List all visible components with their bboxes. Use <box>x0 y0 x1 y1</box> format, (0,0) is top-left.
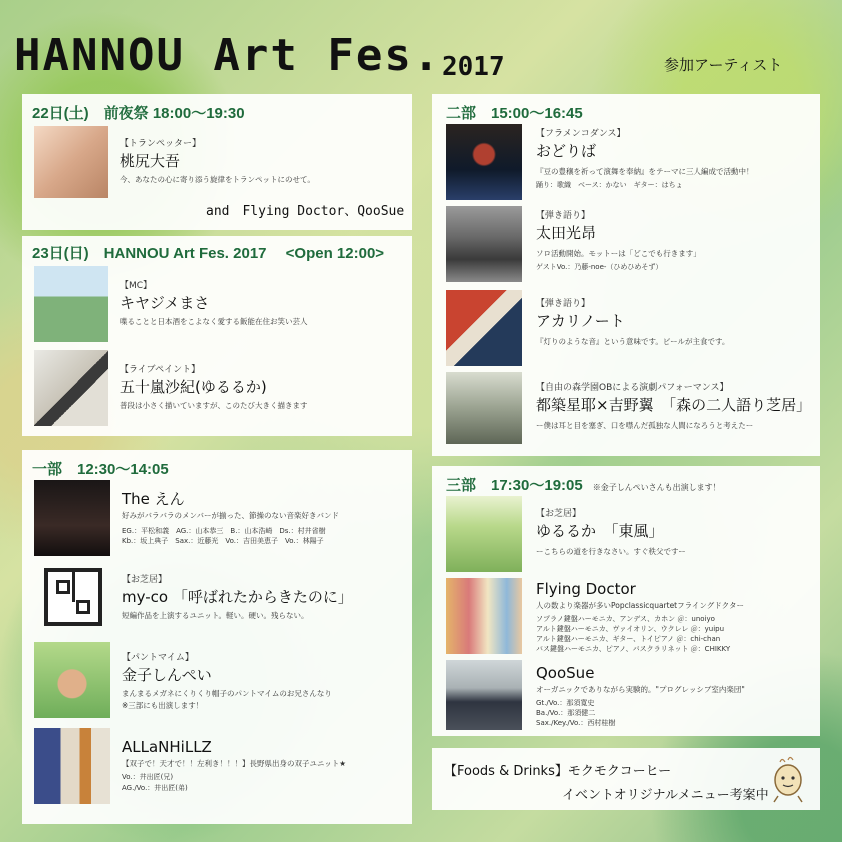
yururuka-role: 【お芝居】 <box>536 509 582 519</box>
the-en-photo <box>34 480 110 556</box>
part2-heading: 二部 15:00〜16:45 <box>446 105 583 122</box>
yururuka-name: ゆるるか 「東風」 <box>536 522 664 540</box>
day23-mc-name: キヤジメまさ <box>120 294 210 312</box>
ota-photo <box>446 206 522 282</box>
odoriba-members: 踊り：歌織 ベース：かない ギター：はちょ <box>536 181 683 189</box>
qoosue-name: QooSue <box>536 664 595 682</box>
day23-paint-name: 五十嵐沙紀(ゆるるか) <box>120 378 267 396</box>
akari-role: 【弾き語り】 <box>536 299 591 309</box>
foods-line-1: 【Foods & Drinks】モクモクコーヒー <box>444 764 672 779</box>
myco-desc: 短編作品を上演するユニット。軽い。硬い。残らない。 <box>122 611 309 620</box>
kaneko-note: ※三部にも出演します！ <box>122 701 204 710</box>
day22-heading: 22日(土) 前夜祭 18:00〜19:30 <box>32 105 245 122</box>
part3-panel <box>432 466 820 736</box>
day23-panel <box>22 236 412 436</box>
myco-logo <box>44 568 102 626</box>
part2-panel <box>432 94 820 456</box>
coffee-mascot-icon <box>766 754 810 804</box>
day23-heading: 23日(日) HANNOU Art Fes. 2017 <Open 12:00> <box>32 245 385 262</box>
akari-photo <box>446 290 522 366</box>
ota-guest: ゲストVo.：乃藤-noe-（ひめひめそず） <box>536 263 663 271</box>
ota-role: 【弾き語り】 <box>536 211 591 221</box>
part3-heading-text: 三部 17:30〜19:05 <box>446 477 583 494</box>
kaneko-photo <box>34 642 110 718</box>
flying-doctor-member-2: アルト鍵盤ハーモニカ、ヴァイオリン、ウクレレ ＠：yuipu <box>536 625 725 633</box>
festival-year: 2017 <box>442 52 505 82</box>
flying-doctor-photo <box>446 578 522 654</box>
part3-heading <box>446 474 721 495</box>
part1-panel <box>22 450 412 824</box>
the-en-desc: 好みがバラバラのメンバーが揃った、節操のない音楽好きバンド <box>122 511 339 520</box>
flying-doctor-member-4: バス鍵盤ハーモニカ、ピアノ、バスクラリネット ＠：CHIKKY <box>536 645 731 653</box>
mc-photo <box>34 266 108 342</box>
the-en-name: The えん <box>122 490 185 508</box>
day22-name: 桃尻大吾 <box>120 152 181 170</box>
part1-heading: 一部 12:30〜14:05 <box>32 461 169 478</box>
kaneko-name: 金子しんぺい <box>122 666 212 684</box>
akari-desc: 『灯りのような音』という意味です。ビールが主食です。 <box>536 337 730 346</box>
artists-label: 参加アーティスト <box>664 56 783 74</box>
allanhillz-photo <box>34 728 110 804</box>
flying-doctor-name: Flying Doctor <box>536 580 636 598</box>
day23-paint-role: 【ライブペイント】 <box>120 365 201 375</box>
yururuka-desc: ーこちらの道を行きなさい。すぐ秩父ですー <box>536 547 686 556</box>
tsuzuki-role: 【自由の森学園OBによる演劇パフォーマンス】 <box>536 383 729 393</box>
day23-mc-desc: 喋ることと日本酒をこよなく愛する飯能在住お笑い芸人 <box>120 317 308 326</box>
livepaint-photo <box>34 350 108 426</box>
akari-name: アカリノート <box>536 312 625 330</box>
the-en-members-1: EG.：平松和義 AG.：山本恭三 B.：山本浩崎 Ds.：村井省樹 <box>122 527 326 535</box>
qoosue-desc: オーガニックでありながら実験的。"プログレッシブ室内楽団" <box>536 685 745 694</box>
day23-mc-role: 【MC】 <box>120 281 153 291</box>
day22-role: 【トランペッター】 <box>120 139 202 149</box>
day22-and-line: and Flying Doctor、QooSue <box>206 204 405 219</box>
odoriba-name: おどりば <box>536 142 597 160</box>
flying-doctor-desc: 人の数より楽器が多いPopclassicquartetフライングドクター <box>536 601 744 610</box>
tsuzuki-desc: ー僕は耳と目を塞ぎ、口を噤んだ孤独な人間になろうと考えたー <box>536 421 754 430</box>
odoriba-role: 【フラメンコダンス】 <box>536 129 626 139</box>
allanhillz-member-1: Vo.：井出匠(兄) <box>122 773 174 781</box>
part3-heading-note: ※金子しんぺいさんも出演します！ <box>592 483 721 492</box>
kaneko-role: 【パントマイム】 <box>122 653 194 663</box>
tsuzuki-name: 都築星耶×吉野翼 「森の二人語り芝居」 <box>536 396 812 414</box>
allanhillz-desc: 【双子で！天才で！！左利き！！！】長野県出身の双子ユニット★ <box>122 759 346 768</box>
qoosue-photo <box>446 660 522 730</box>
kaneko-desc: まんまるメガネにくりくり帽子のパントマイムのお兄さんなり <box>122 689 332 698</box>
flying-doctor-member-3: アルト鍵盤ハーモニカ、ギター、トイピアノ ＠：chi-chan <box>536 635 721 643</box>
myco-name: my-co 「呼ばれたからきたのに」 <box>122 588 353 606</box>
day22-panel <box>22 94 412 230</box>
tsuzuki-photo <box>446 372 522 444</box>
day22-desc: 今、あなたの心に寄り添う旋律をトランペットにのせて。 <box>120 175 315 184</box>
ota-desc: ソロ活動開始。モットーは「どこでも行きます」 <box>536 249 701 258</box>
yururuka-photo <box>446 496 522 572</box>
allanhillz-name: ALLaNHiLLZ <box>122 738 212 756</box>
qoosue-member-1: Gt./Vo.：那須寛史 <box>536 699 595 707</box>
day23-paint-desc: 普段は小さく描いていますが、このたび大きく描きます <box>120 401 308 410</box>
odoriba-photo <box>446 124 522 200</box>
qoosue-member-2: Ba./Vo.：那須健二 <box>536 709 596 717</box>
trumpeter-photo <box>34 126 108 198</box>
foods-panel <box>432 748 820 810</box>
qoosue-member-3: Sax./Key./Vo.：西村桂樹 <box>536 719 616 727</box>
myco-role: 【お芝居】 <box>122 575 168 585</box>
the-en-members-2: Kb.：坂上典子 Sax.：近藤光 Vo.：吉田美恵子 Vo.：林陽子 <box>122 537 324 545</box>
odoriba-desc: 『豆の豊穣を祈って演舞を奉納』をテーマに三人編成で活動中！ <box>536 167 754 176</box>
ota-name: 太田光昂 <box>536 224 597 242</box>
flying-doctor-member-1: ソプラノ鍵盤ハーモニカ、アンデス、カホン ＠：unoiyo <box>536 615 715 623</box>
foods-line-2: イベントオリジナルメニュー考案中 <box>562 788 769 803</box>
festival-title: HANNOU Art Fes. <box>14 30 442 81</box>
allanhillz-member-2: AG./Vo.：井出匠(弟) <box>122 784 188 792</box>
